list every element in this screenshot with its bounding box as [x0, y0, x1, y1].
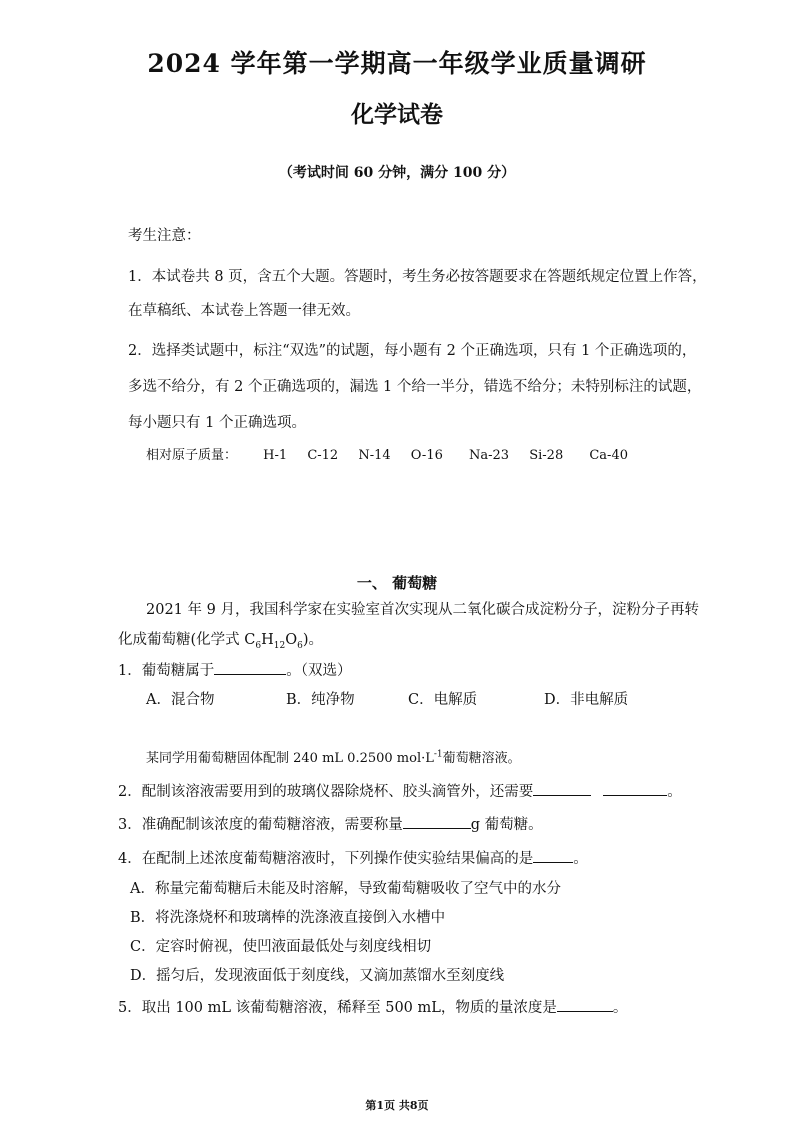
atomic-mass-h: H-1 — [263, 448, 288, 463]
notice-item2-line2: 多选不给分，有 2 个正确选项的，漏选 1 个给一半分，错选不给分；未特别标注的试题， — [128, 379, 702, 395]
atomic-mass-na: Na-23 — [469, 448, 510, 463]
question-1: 1．葡萄糖属于 。（双选） — [118, 659, 351, 680]
section-intro-line2: 化成葡萄糖(化学式 $C_6H_{12}O_6$)。 — [118, 632, 324, 651]
notice-item2-line3: 每小题只有 1 个正确选项。 — [128, 415, 306, 431]
answer-blank-q2a[interactable] — [533, 781, 591, 796]
notice-heading: 考生注意： — [128, 228, 201, 244]
answer-blank-q3[interactable] — [403, 814, 471, 829]
q1-option-d[interactable]: D．非电解质 — [544, 692, 629, 708]
atomic-mass-n: N-14 — [358, 448, 391, 463]
atomic-mass-o: O-16 — [410, 448, 443, 463]
notice-item2-line1: 2．选择类试题中，标注“双选”的试题，每小题有 2 个正确选项，只有 1 个正确选项的， — [128, 343, 697, 359]
q1-option-b[interactable]: B．纯净物 — [286, 692, 355, 708]
question-1-options — [146, 688, 628, 709]
notice-item1-line2: 在草稿纸、本试卷上答题一律无效。 — [128, 303, 360, 319]
q4-option-c[interactable]: C．定容时俯视，使凹液面最低处与刻度线相切 — [130, 939, 432, 955]
atomic-mass-si: Si-28 — [529, 448, 564, 463]
exam-title: 2024 学年第一学期高一年级学业质量调研 — [147, 49, 647, 78]
question-5: 5．取出 100 mL 该葡萄糖溶液，稀释至 500 mL，物质的量浓度是 。 — [118, 996, 627, 1017]
page-number-footer: 第1页 共8页 — [365, 1099, 429, 1112]
atomic-mass-row — [146, 444, 644, 463]
q1-option-c[interactable]: C．电解质 — [408, 692, 478, 708]
q1-option-a[interactable]: A．混合物 — [146, 692, 215, 708]
exam-subtitle: 化学试卷 — [351, 101, 443, 128]
notice-item1-line1: 1．本试卷共 8 页，含五个大题。答题时，考生务必按答题要求在答题纸规定位置上作答， — [128, 269, 707, 285]
q4-option-d[interactable]: D．摇匀后，发现液面低于刻度线，又滴加蒸馏水至刻度线 — [130, 968, 505, 984]
q4-option-b[interactable]: B．将洗涤烧杯和玻璃棒的洗涤液直接倒入水槽中 — [130, 910, 446, 926]
atomic-mass-ca: Ca-40 — [589, 448, 628, 463]
question-4: 4．在配制上述浓度葡萄糖溶液时，下列操作使实验结果偏高的是 。 — [118, 847, 588, 868]
answer-blank-q5[interactable] — [557, 997, 613, 1012]
atomic-mass-c: C-12 — [307, 448, 339, 463]
answer-blank-q4[interactable] — [533, 848, 573, 863]
answer-blank-q1[interactable] — [214, 660, 286, 675]
q4-option-a[interactable]: A．称量完葡萄糖后未能及时溶解，导致葡萄糖吸收了空气中的水分 — [130, 881, 561, 897]
exam-time-note: （考试时间 60 分钟，满分 100 分） — [278, 165, 516, 181]
question-3: 3．准确配制该浓度的葡萄糖溶液，需要称量 g 葡萄糖。 — [118, 813, 543, 834]
section-intro-line1: 2021 年 9 月，我国科学家在实验室首次实现从二氧化碳合成淀粉分子，淀粉分子再转 — [146, 602, 699, 618]
question-2: 2．配制该溶液需要用到的玻璃仪器除烧杯、胶头滴管外，还需要 。 — [118, 780, 682, 801]
atomic-mass-label: 相对原子质量： — [146, 448, 238, 463]
solution-prep-text: 某同学用葡萄糖固体配制 240 mL 0.2500 $mol\cdot L^{-1}$葡萄糖溶液。 — [146, 749, 521, 766]
section-heading-glucose: 一、 葡萄糖 — [356, 574, 438, 592]
answer-blank-q2b[interactable] — [603, 781, 667, 796]
